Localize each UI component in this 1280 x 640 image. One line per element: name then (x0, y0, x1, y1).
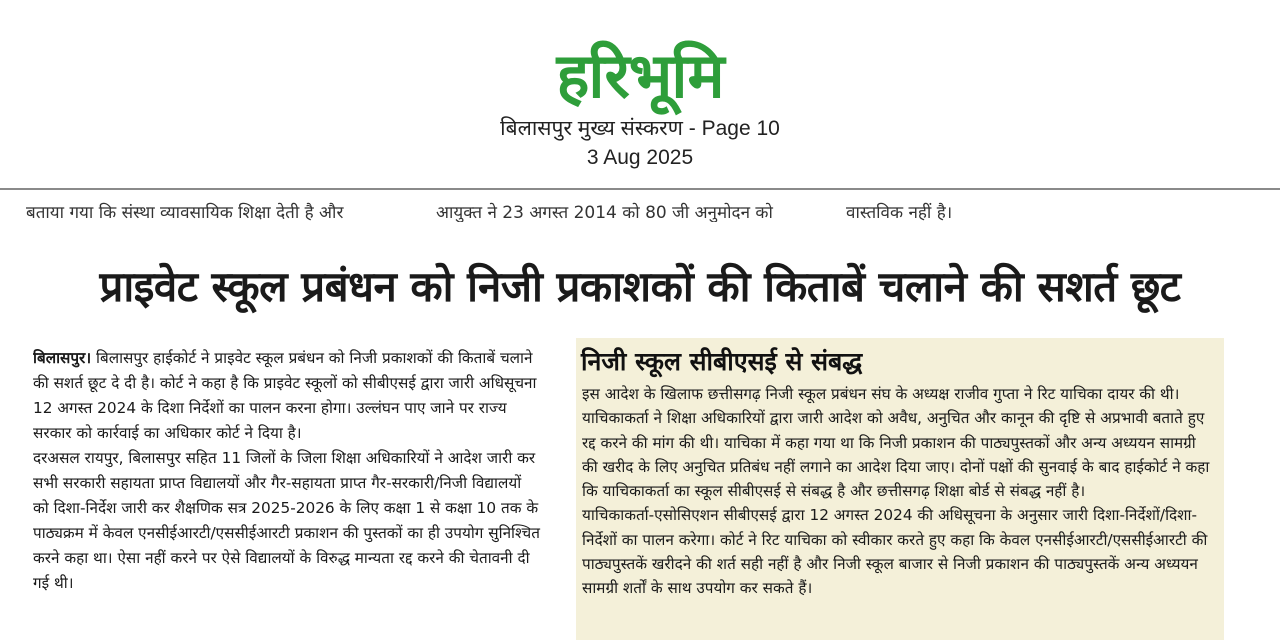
newspaper-logo: हरिभूमि (556, 39, 724, 112)
article-paragraph-1-text: बिलासपुर हाईकोर्ट ने प्राइवेट स्कूल प्रबंधन को निजी प्रकाशकों की किताबें चलाने की सशर्त छूट दे दी है। कोर्ट ने कहा है कि प्राइवेट स्कूलों को सीबीएसई द्वारा जारी अधिसूचना 12 अगस्त 2024 के दिशा निर्देशों का पालन करना होगा। उल्लंघन पाए जाने पर राज्य सरकार को कार्रवाई का अधिकार कोर्ट ने दिया है। (33, 349, 537, 442)
sidebar-box (576, 338, 1224, 640)
cut-text-middle: आयुक्त ने 23 अगस्त 2014 को 80 जी अनुमोदन को (436, 203, 773, 222)
article-headline: प्राइवेट स्कूल प्रबंधन को निजी प्रकाशकों की किताबें चलाने की सशर्त छूट (99, 262, 1181, 311)
sidebar-title: निजी स्कूल सीबीएसई से संबद्ध (581, 347, 863, 376)
article-body-column (33, 346, 541, 640)
sidebar-paragraph-2: याचिकाकर्ता-एसोसिएशन सीबीएसई द्वारा 12 अगस्त 2024 की अधिसूचना के अनुसार जारी दिशा-निर्देशों/दिशा-निर्देशों का पालन करेगा। कोर्ट ने रिट याचिका को स्वीकार करते हुए कहा कि केवल एनसीईआरटी/एससीईआरटी की पाठ्यपुस्तकें खरीदने की शर्त सही नहीं है और निजी स्कूल बाजार से निजी प्रकाशन की पाठ्यपुस्तकें अन्य अध्ययन सामग्री शर्तों के साथ उपयोग कर सकते हैं। (582, 506, 1208, 598)
cut-text-left: बताया गया कि संस्था व्यावसायिक शिक्षा देती है और (26, 203, 344, 222)
masthead (0, 0, 1280, 190)
sidebar-body (582, 382, 1216, 601)
edition-label: बिलासपुर मुख्य संस्करण - Page 10 (500, 117, 780, 140)
cut-off-text-row (0, 198, 1280, 222)
article-paragraph-1 (33, 346, 541, 446)
cut-text-right: वास्तविक नहीं है। (846, 203, 953, 222)
sidebar-paragraph-1: इस आदेश के खिलाफ छत्तीसगढ़ निजी स्कूल प्रबंधन संघ के अध्यक्ष राजीव गुप्ता ने रिट याचिका दायर की थी। याचिकाकर्ता ने शिक्षा अधिकारियों द्वारा जारी आदेश को अवैध, अनुचित और कानून की दृष्टि से अप्रभावी बताते हुए रद्द करने की मांग की थी। याचिका में कहा गया था कि निजी प्रकाशन की पाठ्यपुस्तकों और अन्य अध्ययन सामग्री की खरीद के लिए अनुचित प्रतिबंध नहीं लगाने का आदेश दिया जाए। दोनों पक्षों की सुनवाई के बाद हाईकोर्ट ने कहा कि याचिकाकर्ता का स्कूल सीबीएसई से संबद्ध है और छत्तीसगढ़ शिक्षा बोर्ड से संबद्ध नहीं है। (582, 385, 1210, 501)
article-paragraph-2: दरअसल रायपुर, बिलासपुर सहित 11 जिलों के जिला शिक्षा अधिकारियों ने आदेश जारी कर सभी सरकारी सहायता प्राप्त विद्यालयों और गैर-सहायता प्राप्त गैर-सरकारी/निजी विद्यालयों को दिशा-निर्देश जारी कर शैक्षणिक सत्र 2025-2026 के लिए कक्षा 1 से कक्षा 10 तक के पाठ्यक्रम में केवल एनसीईआरटी/एससीईआरटी प्रकाशन की पुस्तकों का ही उपयोग सुनिश्चित करने कहा था। ऐसा नहीं करने पर ऐसे विद्यालयों के विरुद्ध मान्यता रद्द करने की चेतावनी दी गई थी। (33, 449, 540, 592)
article-dateline: बिलासपुर। (33, 349, 92, 367)
edition-date: 3 Aug 2025 (586, 146, 694, 169)
